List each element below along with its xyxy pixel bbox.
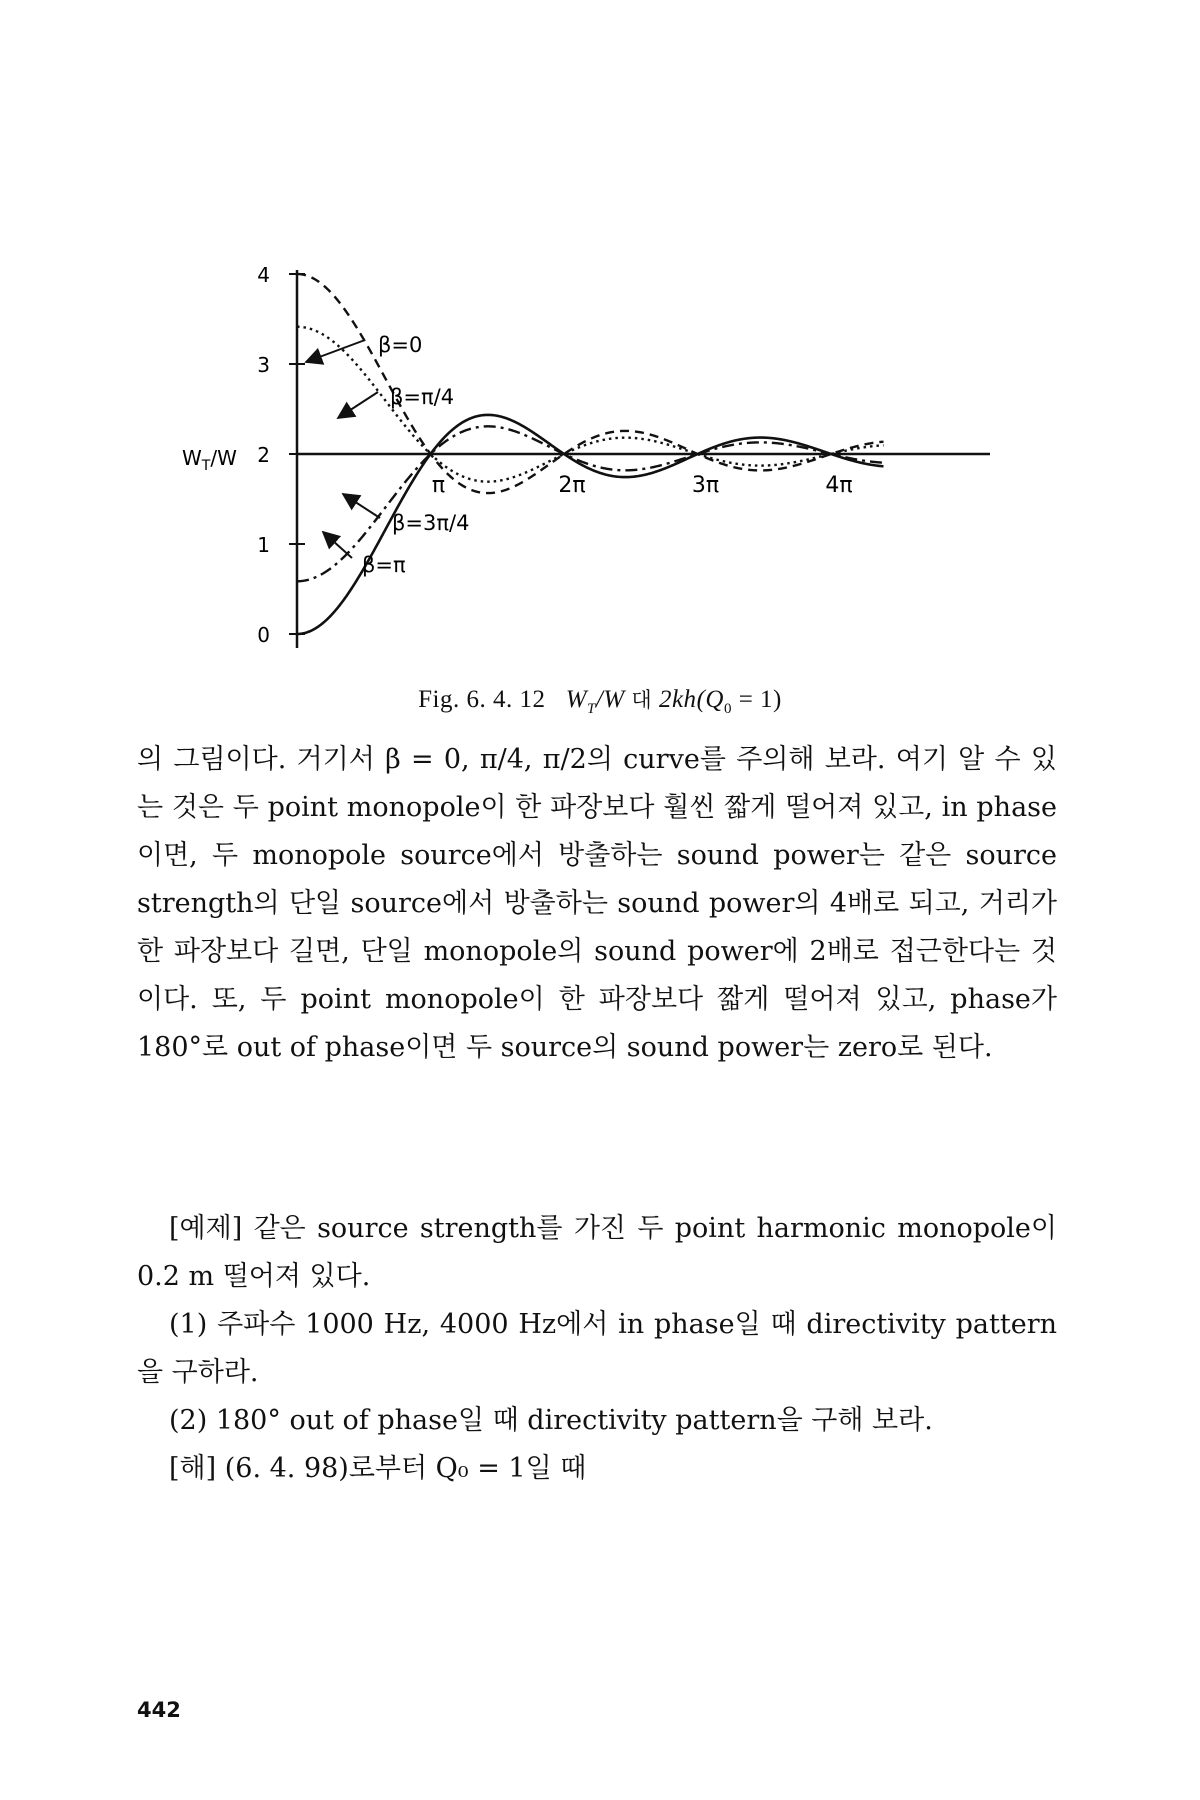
curve---- [297, 415, 884, 634]
caption-prefix: Fig. 6. 4. 12 [418, 686, 546, 713]
example-block [137, 1205, 1057, 1493]
page-number: 442 [137, 1698, 181, 1722]
caption-ratio-rest: /W [595, 686, 625, 713]
wt-over-w-chart [0, 0, 1200, 680]
annotation-label: β=π [362, 553, 406, 577]
example-statement: [예제] 같은 source strength를 가진 두 point harmonic monopole이 0.2 m 떨어져 있다. [137, 1213, 1057, 1292]
caption-arg: 2kh [658, 686, 697, 713]
caption-arg-sub: 0 [723, 701, 732, 717]
x-tick-label: 4π [825, 473, 853, 498]
example-item-2: (2) 180° out of phase일 때 directivity pattern을 구해 보라. [169, 1405, 933, 1436]
annotation-arrow [343, 494, 380, 518]
annotation-label: β=3π/4 [392, 511, 470, 535]
y-tick-label: 1 [257, 533, 270, 557]
caption-korean: 대 [631, 688, 653, 712]
annotation-arrow [306, 340, 365, 362]
annotation-arrow [338, 392, 378, 418]
annotation-arrow [323, 532, 352, 558]
example-solution: [해] (6. 4. 98)로부터 Q₀ = 1일 때 [169, 1453, 587, 1484]
caption-ratio: W [565, 686, 588, 713]
x-tick-label: 2π [558, 473, 586, 498]
y-axis-label: $W_T/W$ [182, 446, 237, 474]
x-tick-label: π [431, 473, 446, 498]
paragraph-1: 의 그림이다. 거기서 β = 0, π/4, π/2의 curve를 주의해 보라. 여기 알 수 있는 것은 두 point monopole이 한 파장보다 훨씬 짧게 떨어져 있고, in phase이면, 두 monopole source에서 방출하는 sound power는 같은 source strength의 단일 source에서 방출하는 sound power의 4배로 되고, 거리가 한 파장보다 길면, 단일 monopole의 sound power에 2배로 접근한다는 것이다. 또, 두 point monopole이 한 파장보다 짧게 떨어져 있고, phase가 180°로 out of phase이면 두 source의 sound power는 zero로 된다. [137, 744, 1057, 1063]
y-tick-label: 0 [257, 623, 270, 647]
y-tick-label: 2 [257, 443, 270, 467]
caption-arg-end: = 1) [731, 686, 782, 713]
annotation-label: β=π/4 [390, 385, 455, 409]
y-tick-label: 4 [257, 263, 270, 287]
curve---0 [297, 274, 884, 493]
caption-ratio-sub: T [587, 701, 596, 717]
example-item-1: (1) 주파수 1000 Hz, 4000 Hz에서 in phase일 때 directivity pattern을 구하라. [137, 1309, 1057, 1388]
body-paragraph [137, 736, 1057, 1072]
annotation-label: β=0 [378, 333, 423, 357]
figure-caption [0, 684, 1200, 718]
caption-arg-rest: (Q [696, 686, 724, 713]
x-tick-label: 3π [691, 473, 720, 498]
y-tick-label: 3 [257, 353, 270, 377]
